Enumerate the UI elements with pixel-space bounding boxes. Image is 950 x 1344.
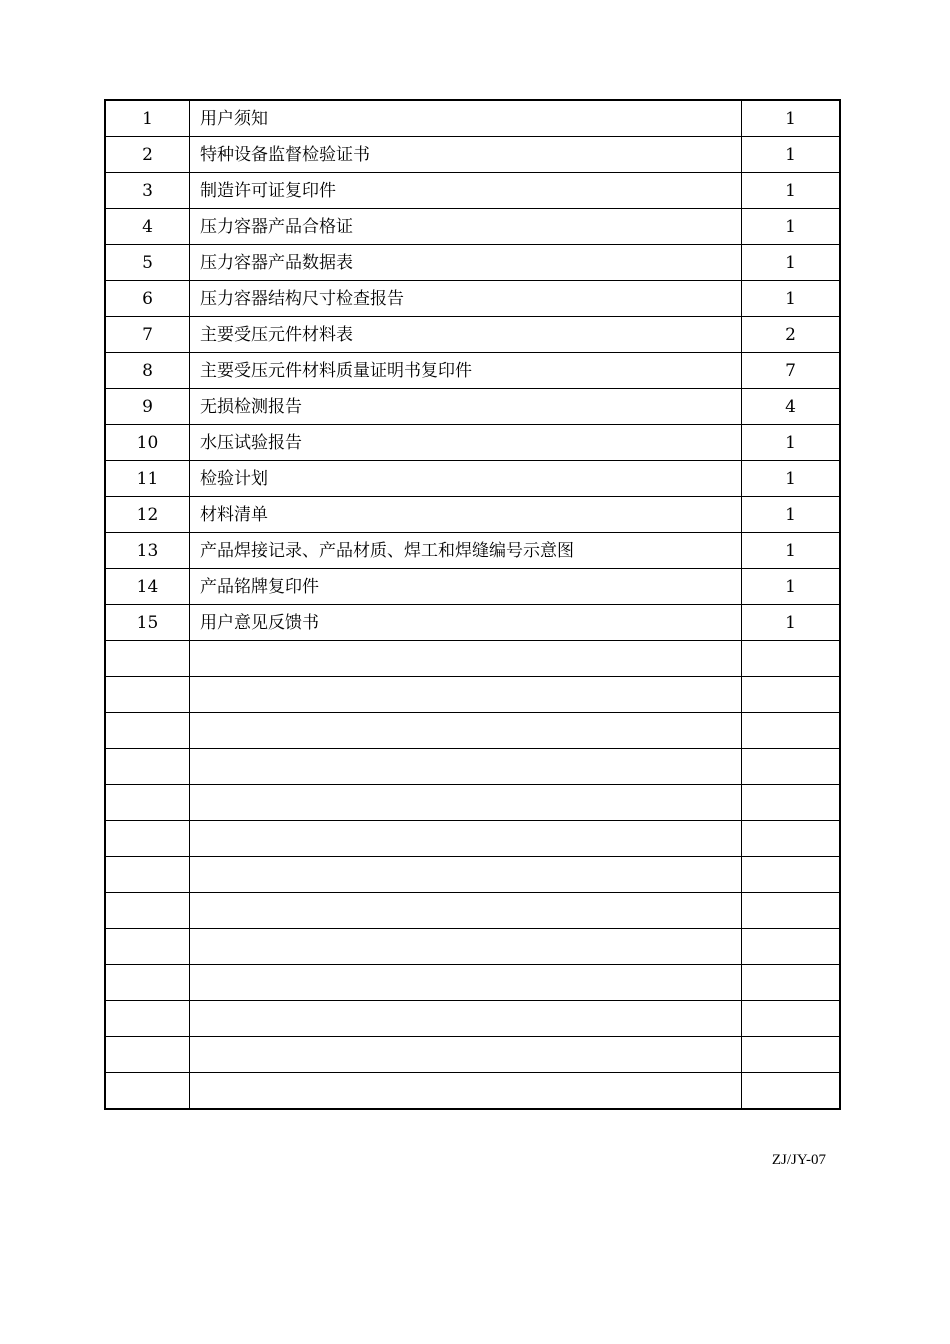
table-row (105, 533, 840, 569)
copy-count: 1 (742, 245, 841, 281)
document-name: 检验计划 (190, 461, 742, 497)
copy-count: 7 (742, 353, 841, 389)
table-row (105, 1037, 840, 1073)
table-row (105, 461, 840, 497)
row-number: 14 (105, 569, 190, 605)
row-number (105, 713, 190, 749)
copy-count: 1 (742, 605, 841, 641)
copy-count (742, 1037, 841, 1073)
document-name: 水压试验报告 (190, 425, 742, 461)
row-number (105, 893, 190, 929)
document-name: 产品铭牌复印件 (190, 569, 742, 605)
copy-count (742, 965, 841, 1001)
copy-count (742, 785, 841, 821)
row-number (105, 965, 190, 1001)
row-number (105, 785, 190, 821)
table-row (105, 893, 840, 929)
document-name: 用户意见反馈书 (190, 605, 742, 641)
copy-count: 2 (742, 317, 841, 353)
table-row (105, 713, 840, 749)
document-name: 材料清单 (190, 497, 742, 533)
table-row (105, 173, 840, 209)
row-number: 7 (105, 317, 190, 353)
document-name: 主要受压元件材料表 (190, 317, 742, 353)
row-number: 13 (105, 533, 190, 569)
document-name: 压力容器结构尺寸检查报告 (190, 281, 742, 317)
document-name (190, 929, 742, 965)
document-name (190, 641, 742, 677)
row-number: 5 (105, 245, 190, 281)
document-name (190, 785, 742, 821)
table-row (105, 857, 840, 893)
copy-count (742, 1001, 841, 1037)
row-number: 12 (105, 497, 190, 533)
row-number: 9 (105, 389, 190, 425)
row-number: 3 (105, 173, 190, 209)
copy-count: 1 (742, 569, 841, 605)
table-row (105, 821, 840, 857)
document-name: 用户须知 (190, 100, 742, 137)
document-name (190, 1073, 742, 1110)
table-row (105, 785, 840, 821)
table-row (105, 1073, 840, 1110)
copy-count: 1 (742, 425, 841, 461)
copy-count: 1 (742, 533, 841, 569)
row-number (105, 1073, 190, 1110)
document-name: 特种设备监督检验证书 (190, 137, 742, 173)
copy-count: 1 (742, 100, 841, 137)
copy-count: 1 (742, 461, 841, 497)
table-row (105, 965, 840, 1001)
document-name: 主要受压元件材料质量证明书复印件 (190, 353, 742, 389)
table-row (105, 281, 840, 317)
row-number (105, 677, 190, 713)
document-name (190, 749, 742, 785)
document-name: 制造许可证复印件 (190, 173, 742, 209)
document-name (190, 857, 742, 893)
copy-count: 1 (742, 173, 841, 209)
row-number (105, 929, 190, 965)
copy-count: 1 (742, 137, 841, 173)
copy-count: 1 (742, 497, 841, 533)
document-name: 压力容器产品数据表 (190, 245, 742, 281)
document-name: 产品焊接记录、产品材质、焊工和焊缝编号示意图 (190, 533, 742, 569)
table-row (105, 749, 840, 785)
row-number: 6 (105, 281, 190, 317)
document-list-table (104, 99, 841, 1110)
row-number: 1 (105, 100, 190, 137)
document-name (190, 713, 742, 749)
copy-count (742, 821, 841, 857)
table-row (105, 425, 840, 461)
document-name (190, 821, 742, 857)
table-row (105, 317, 840, 353)
copy-count (742, 893, 841, 929)
row-number (105, 1037, 190, 1073)
row-number: 2 (105, 137, 190, 173)
table-row (105, 569, 840, 605)
table-row (105, 929, 840, 965)
row-number: 8 (105, 353, 190, 389)
document-name (190, 677, 742, 713)
table-row (105, 641, 840, 677)
row-number (105, 1001, 190, 1037)
table-row (105, 497, 840, 533)
document-name: 压力容器产品合格证 (190, 209, 742, 245)
document-name (190, 965, 742, 1001)
table-row (105, 389, 840, 425)
row-number: 10 (105, 425, 190, 461)
row-number (105, 749, 190, 785)
table-row (105, 245, 840, 281)
row-number (105, 821, 190, 857)
table-row (105, 100, 840, 137)
copy-count (742, 1073, 841, 1110)
copy-count (742, 857, 841, 893)
copy-count: 4 (742, 389, 841, 425)
row-number (105, 857, 190, 893)
row-number: 4 (105, 209, 190, 245)
document-name (190, 893, 742, 929)
table-row (105, 209, 840, 245)
row-number: 15 (105, 605, 190, 641)
document-name (190, 1001, 742, 1037)
row-number: 11 (105, 461, 190, 497)
table-row (105, 137, 840, 173)
copy-count (742, 677, 841, 713)
copy-count (742, 713, 841, 749)
document-name: 无损检测报告 (190, 389, 742, 425)
document-name (190, 1037, 742, 1073)
table-row (105, 353, 840, 389)
document-code: ZJ/JY-07 (771, 1152, 826, 1168)
copy-count (742, 749, 841, 785)
table-body (105, 100, 840, 1109)
table-row (105, 677, 840, 713)
row-number (105, 641, 190, 677)
copy-count: 1 (742, 209, 841, 245)
copy-count (742, 929, 841, 965)
copy-count: 1 (742, 281, 841, 317)
copy-count (742, 641, 841, 677)
table-row (105, 1001, 840, 1037)
table-row (105, 605, 840, 641)
